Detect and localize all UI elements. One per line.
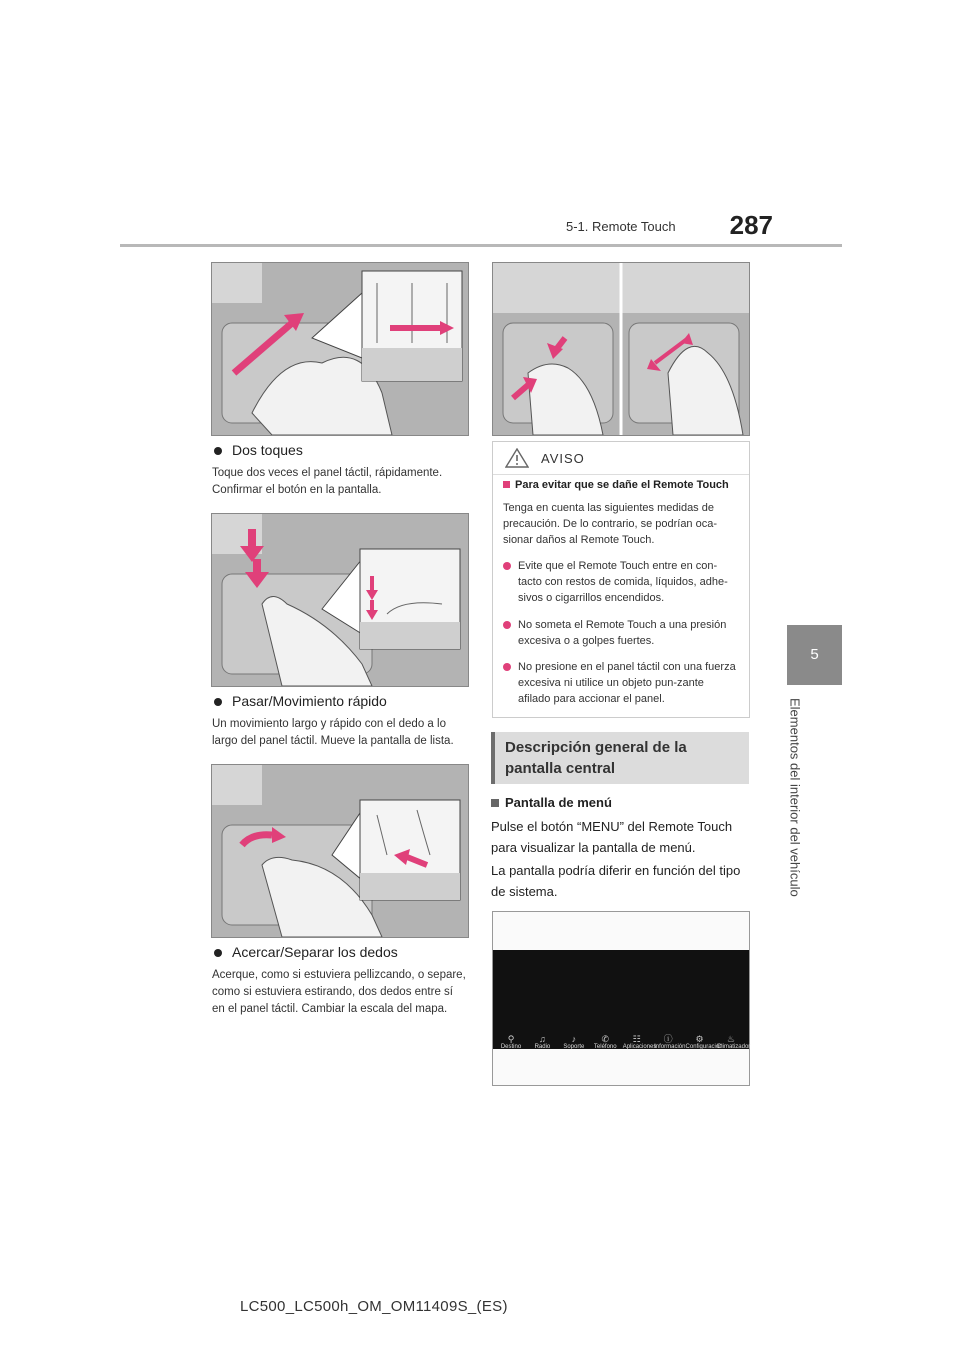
menu-item-climatizador: ♨ Climatizador xyxy=(716,1034,751,1050)
location-pin-icon: ⚲ xyxy=(507,1034,515,1044)
bullet-description: Acerque, como si estuviera pellizcando, o separe, como si estuviera estirando, dos dedos entre sí en el panel táctil. Cambiar la escala del mapa. xyxy=(212,969,466,1015)
menu-screen-display xyxy=(493,950,749,1049)
menu-screen-figure xyxy=(492,911,750,1086)
bullet-dot xyxy=(214,698,222,706)
warning-triangle-icon xyxy=(505,448,529,468)
bullet-dot xyxy=(214,949,222,957)
bullet-title: Pasar/Movimiento rápido xyxy=(232,693,387,709)
menu-item-configuracion: ⚙ Configuración xyxy=(685,1034,723,1050)
section-heading: Descripción general de la pantalla central xyxy=(505,739,687,777)
bullet-dot xyxy=(503,562,511,570)
menu-item-telefono: ✆ Teléfono xyxy=(591,1034,619,1052)
info-icon: ⓘ xyxy=(663,1034,673,1044)
flick-figure xyxy=(211,764,469,938)
climate-icon: ♨ xyxy=(726,1034,735,1044)
bullet-dot xyxy=(214,447,222,455)
chapter-tab: 5 xyxy=(787,625,842,685)
paragraph-system-type: La pantalla podría diferir en función del tipo de sistema. xyxy=(491,863,741,899)
square-bullet-icon xyxy=(503,481,510,488)
notice-item xyxy=(503,659,739,707)
menu-item-destino: ⚲ Destino xyxy=(497,1034,525,1052)
chapter-title xyxy=(780,698,810,897)
header-divider xyxy=(120,244,842,247)
bullet-dot xyxy=(503,621,511,629)
bullet-pinch xyxy=(214,944,398,960)
notice-item-text: Evite que el Remote Touch entre en con-tacto con restos de comida, líquidos, adhe-sivos o cigarrillos encendidos. xyxy=(518,560,728,604)
notice-header xyxy=(493,442,749,475)
pinch-figure xyxy=(492,262,750,436)
bullet-dot xyxy=(503,663,511,671)
notice-subtitle xyxy=(503,479,729,491)
double-tap-figure xyxy=(211,513,469,687)
chapter-title-text: Elementos del interior del vehículo xyxy=(787,698,803,897)
menu-item-informacion: ⓘ Información xyxy=(654,1034,686,1050)
section-reference: 5-1. Remote Touch xyxy=(566,219,676,234)
swipe-figure xyxy=(211,262,469,436)
notice-title: AVISO xyxy=(541,451,585,466)
menu-item-radio: ♫ Radio xyxy=(528,1034,556,1052)
subheading-menu-screen xyxy=(491,795,612,810)
notice-subtitle-text: Para evitar que se dañe el Remote Touch xyxy=(515,479,729,491)
grid-icon: ☷ xyxy=(632,1034,641,1044)
bullet-double-tap xyxy=(214,442,303,458)
radio-icon: ♫ xyxy=(539,1034,546,1044)
section-heading-box xyxy=(491,732,749,784)
music-note-icon: ♪ xyxy=(571,1034,577,1044)
square-bullet-icon xyxy=(491,799,499,807)
notice-item xyxy=(503,558,739,606)
paragraph-menu-button: Pulse el botón “MENU” del Remote Touch para visualizar la pantalla de menú. xyxy=(491,819,733,855)
menu-item-soporte: ♪ Soporte xyxy=(560,1034,588,1052)
subheading-text: Pantalla de menú xyxy=(505,795,612,810)
gear-icon: ⚙ xyxy=(695,1034,704,1044)
notice-intro: Tenga en cuenta las siguientes medidas de precaución. De lo contrario, se podrían oca-sionar daños al Remote Touch. xyxy=(503,502,718,546)
notice-item xyxy=(503,617,739,649)
notice-item-text: No presione en el panel táctil con una fuerza excesiva ni utilice un objeto pun-zante afilado para accionar el panel. xyxy=(518,661,736,705)
menu-icon-bar xyxy=(497,1034,751,1052)
menu-item-aplicaciones: ☷ Aplicaciones xyxy=(622,1034,657,1050)
bullet-description: Toque dos veces el panel táctil, rápidamente. Confirmar el botón en la pantalla. xyxy=(212,467,443,496)
page-number: 287 xyxy=(729,210,773,240)
phone-icon: ✆ xyxy=(601,1034,610,1044)
bullet-title: Dos toques xyxy=(232,442,303,458)
notice-box xyxy=(492,441,750,718)
notice-item-text: No someta el Remote Touch a una presión excesiva o a golpes fuertes. xyxy=(518,619,727,647)
bullet-description: Un movimiento largo y rápido con el dedo a lo largo del panel táctil. Mueve la pantalla de lista. xyxy=(212,718,454,747)
bullet-title: Acercar/Separar los dedos xyxy=(232,944,398,960)
bullet-swipe xyxy=(214,693,387,709)
footer-document-code: LC500_LC500h_OM_OM11409S_(ES) xyxy=(240,1298,508,1315)
